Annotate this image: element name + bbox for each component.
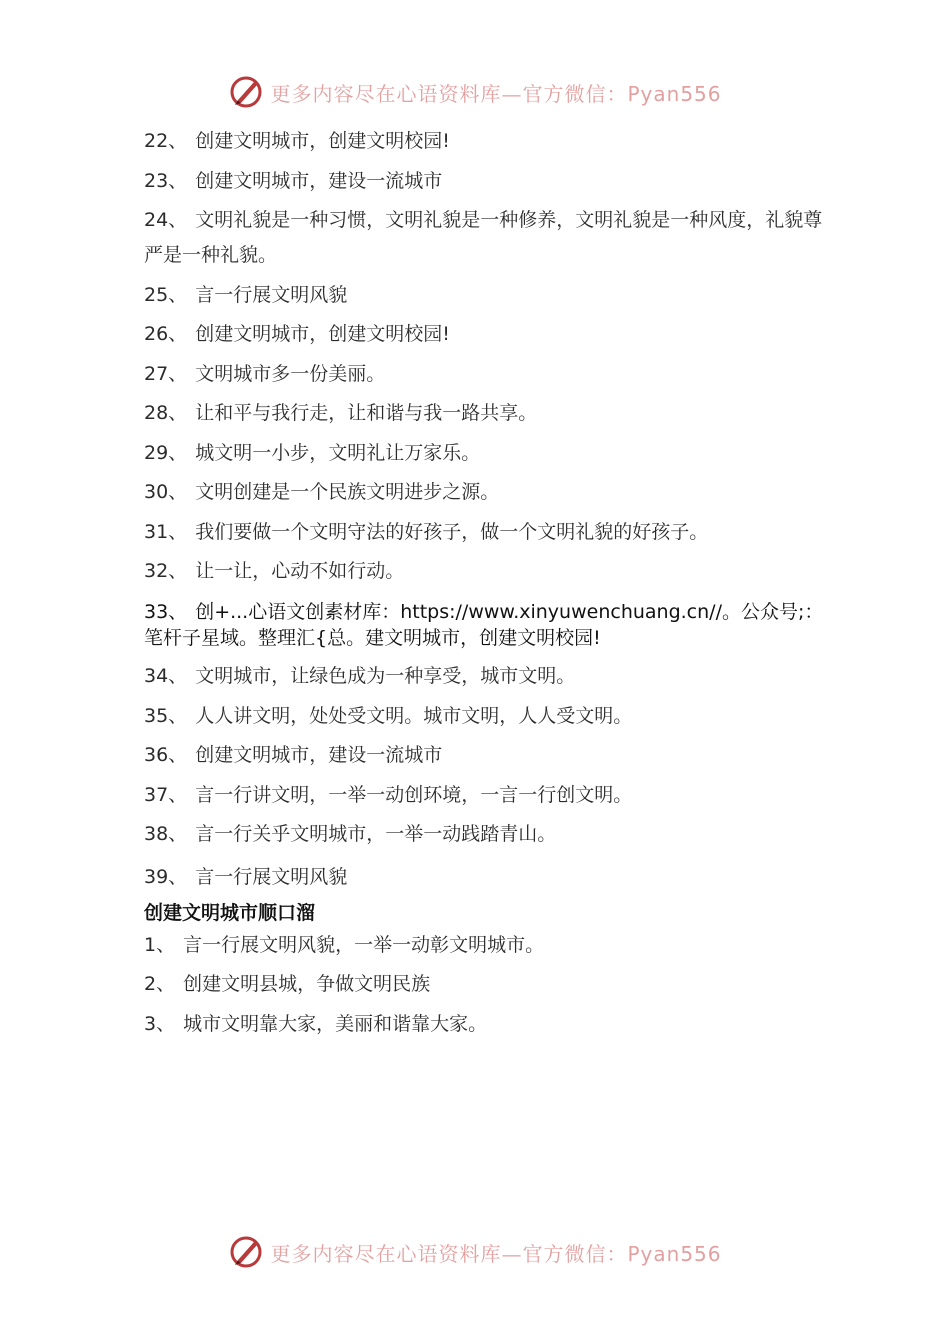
header-banner	[0, 72, 950, 112]
list-item: 37、 言一行讲文明，一举一动创环境，一言一行创文明。	[144, 783, 633, 806]
list-item: 23、 创建文明城市，建设一流城市	[144, 169, 443, 192]
list-item-watermark: 33、 创+...心语文创素材库：https://www.xinyuwenchuang.cn//。公众号;：笔杆子星域。整理汇{总。建文明城市，创建文明校园!	[144, 601, 824, 649]
list-item: 39、 言一行展文明风貌	[144, 866, 348, 888]
list-item: 36、 创建文明城市，建设一流城市	[144, 744, 443, 766]
banner-wechat: Pyan556	[627, 1241, 722, 1266]
list-item: 22、 创建文明城市，创建文明校园!	[144, 130, 450, 152]
banner-text: 更多内容尽在心语资料库—官方微信：Pyan556	[270, 1241, 722, 1266]
section-list-item: 2、 创建文明县城，争做文明民族	[144, 973, 431, 995]
list-item: 29、 城文明一小步，文明礼让万家乐。	[144, 441, 481, 464]
list-item: 32、 让一让，心动不如行动。	[144, 560, 405, 582]
list-item: 30、 文明创建是一个民族文明进步之源。	[144, 481, 500, 503]
list-item: 31、 我们要做一个文明守法的好孩子，做一个文明礼貌的好孩子。	[144, 520, 709, 543]
section-list-item: 3、 城市文明靠大家，美丽和谐靠大家。	[144, 1012, 488, 1035]
footer-banner	[0, 1232, 950, 1272]
section-title: 创建文明城市顺口溜	[144, 901, 316, 924]
list-item: 35、 人人讲文明，处处受文明。城市文明，人人受文明。	[144, 704, 633, 727]
list-item: 27、 文明城市多一份美丽。	[144, 362, 386, 385]
list-item: 26、 创建文明城市，创建文明校园!	[144, 323, 450, 345]
list-item: 38、 言一行关乎文明城市，一举一动践踏青山。	[144, 823, 557, 845]
section-list-item: 1、 言一行展文明风貌，一举一动彰文明城市。	[144, 933, 545, 956]
list-item: 24、 文明礼貌是一种习惯，文明礼貌是一种修养，文明礼貌是一种风度，礼貌尊严是一种礼貌。	[144, 209, 823, 266]
pen-logo-icon	[228, 74, 264, 110]
banner-wechat: Pyan556	[627, 81, 722, 106]
list-item: 25、 言一行展文明风貌	[144, 283, 348, 306]
pen-logo-icon	[228, 1234, 264, 1270]
list-item: 34、 文明城市，让绿色成为一种享受，城市文明。	[144, 665, 576, 687]
banner-text: 更多内容尽在心语资料库—官方微信：Pyan556	[270, 81, 722, 106]
list-item: 28、 让和平与我行走，让和谐与我一路共享。	[144, 402, 538, 424]
document-body	[144, 124, 824, 1046]
